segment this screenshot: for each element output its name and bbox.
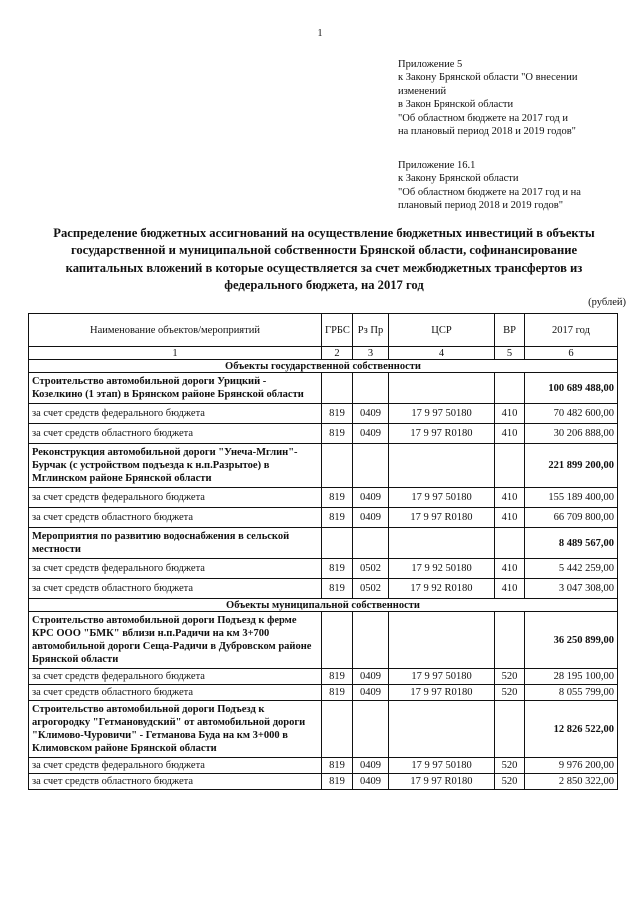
row-vr — [495, 444, 525, 488]
header-cell: ВР — [495, 314, 525, 347]
row-rzpr — [353, 701, 389, 758]
row-vr — [495, 528, 525, 559]
table-row — [29, 424, 618, 444]
appendix-5-line: к Закону Брянской области "О внесении — [398, 72, 578, 84]
table-row — [29, 612, 618, 669]
header-cell: 2017 год — [525, 314, 618, 347]
row-amount: 8 489 567,00 — [525, 528, 618, 559]
row-vr: 410 — [495, 579, 525, 599]
column-number-cell: 5 — [495, 347, 525, 360]
row-name: за счет средств федерального бюджета — [29, 404, 322, 424]
row-vr: 520 — [495, 758, 525, 774]
row-amount: 12 826 522,00 — [525, 701, 618, 758]
row-grbs: 819 — [322, 774, 353, 790]
row-grbs — [322, 612, 353, 669]
row-name: за счет средств федерального бюджета — [29, 758, 322, 774]
row-csr: 17 9 92 50180 — [389, 559, 495, 579]
row-amount: 100 689 488,00 — [525, 373, 618, 404]
row-amount: 28 195 100,00 — [525, 669, 618, 685]
row-csr — [389, 612, 495, 669]
table-row — [29, 508, 618, 528]
row-name: за счет средств федерального бюджета — [29, 488, 322, 508]
row-name: за счет средств федерального бюджета — [29, 559, 322, 579]
table-header-row — [29, 314, 618, 347]
row-csr: 17 9 97 50180 — [389, 758, 495, 774]
row-csr — [389, 701, 495, 758]
appendix-16-block — [398, 159, 634, 213]
header-cell: ГРБС — [322, 314, 353, 347]
row-vr: 410 — [495, 424, 525, 444]
header-cell: Наименование объектов/мероприятий — [29, 314, 322, 347]
row-grbs: 819 — [322, 424, 353, 444]
row-vr: 410 — [495, 559, 525, 579]
appendix-16-line: Приложение 16.1 — [398, 160, 476, 171]
row-grbs: 819 — [322, 579, 353, 599]
row-csr — [389, 444, 495, 488]
document-title: Распределение бюджетных ассигнований на осуществление бюджетных инвестиций в объекты государственной и муниципальной собственности Брянской области, софинансирование капитальных вложений в которые осуществляется за счет межбюджетных трансфертов из федерального бюджета, на 2017 год — [53, 226, 595, 293]
row-amount: 3 047 308,00 — [525, 579, 618, 599]
row-csr: 17 9 92 R0180 — [389, 579, 495, 599]
row-amount: 66 709 800,00 — [525, 508, 618, 528]
table-row — [29, 404, 618, 424]
row-rzpr: 0502 — [353, 579, 389, 599]
row-grbs — [322, 444, 353, 488]
row-rzpr: 0409 — [353, 508, 389, 528]
row-csr: 17 9 97 R0180 — [389, 508, 495, 528]
row-name: Реконструкция автомобильной дороги "Унеча-Мглин"-Бурчак (с устройством подъезда к н.п.Разрытое) в Мглинском районе Брянской области — [29, 444, 322, 488]
row-rzpr — [353, 612, 389, 669]
row-name: Строительство автомобильной дороги Подъезд к агрогородку "Гетмановудский" от автомобильной дороги "Климово-Чуровичи" - Гетманова Буда на км 3+000 в Климовском районе Брянской области — [29, 701, 322, 758]
row-rzpr: 0409 — [353, 488, 389, 508]
appendix-5-line: на плановый период 2018 и 2019 годов" — [398, 126, 576, 138]
units-label: (рублей) — [588, 297, 626, 308]
column-number-row — [29, 347, 618, 360]
header-cell: ЦСР — [389, 314, 495, 347]
table-row — [29, 579, 618, 599]
appendix-5-block — [398, 58, 634, 138]
row-amount: 70 482 600,00 — [525, 404, 618, 424]
table-row — [29, 444, 618, 488]
table-row — [29, 528, 618, 559]
table-row — [29, 758, 618, 774]
row-vr: 410 — [495, 488, 525, 508]
row-name: за счет средств областного бюджета — [29, 579, 322, 599]
appendix-16-line: плановый период 2018 и 2019 годов" — [398, 200, 564, 212]
row-vr: 410 — [495, 404, 525, 424]
appendix-5-line: Приложение 5 — [398, 59, 463, 70]
row-vr — [495, 373, 525, 404]
row-rzpr: 0409 — [353, 758, 389, 774]
section-row — [29, 599, 618, 612]
row-vr: 520 — [495, 669, 525, 685]
row-csr: 17 9 97 50180 — [389, 669, 495, 685]
row-amount: 155 189 400,00 — [525, 488, 618, 508]
row-name: за счет средств федерального бюджета — [29, 669, 322, 685]
row-vr: 520 — [495, 774, 525, 790]
row-name: за счет средств областного бюджета — [29, 685, 322, 701]
row-amount: 5 442 259,00 — [525, 559, 618, 579]
row-grbs — [322, 701, 353, 758]
table-row — [29, 685, 618, 701]
row-grbs: 819 — [322, 559, 353, 579]
row-rzpr: 0502 — [353, 559, 389, 579]
page-number: 1 — [317, 28, 323, 39]
appendix-16-line: "Об областном бюджете на 2017 год и на — [398, 186, 581, 198]
row-name: Мероприятия по развитию водоснабжения в сельской местности — [29, 528, 322, 559]
column-number-cell: 2 — [322, 347, 353, 360]
table-row — [29, 373, 618, 404]
row-name: Строительство автомобильной дороги Урицкий - Козелкино (1 этап) в Брянском районе Брянской области — [29, 373, 322, 404]
header-cell: Рз Пр — [353, 314, 389, 347]
section-title: Объекты государственной собственности — [29, 360, 618, 373]
appendix-16-line: к Закону Брянской области — [398, 173, 519, 185]
row-grbs: 819 — [322, 758, 353, 774]
row-vr: 520 — [495, 685, 525, 701]
row-grbs: 819 — [322, 404, 353, 424]
row-grbs — [322, 373, 353, 404]
row-amount: 36 250 899,00 — [525, 612, 618, 669]
row-amount: 8 055 799,00 — [525, 685, 618, 701]
column-number-cell: 6 — [525, 347, 618, 360]
table-row — [29, 669, 618, 685]
table-row — [29, 559, 618, 579]
row-rzpr — [353, 373, 389, 404]
row-amount: 9 976 200,00 — [525, 758, 618, 774]
budget-table — [28, 313, 618, 790]
row-name: Строительство автомобильной дороги Подъезд к ферме КРС ООО "БМК" вблизи н.п.Радичи на км 3+700 автомобильной дороги Сеща-Радичи в Дубровском районе Брянской области — [29, 612, 322, 669]
row-csr: 17 9 97 R0180 — [389, 774, 495, 790]
section-row — [29, 360, 618, 373]
row-name: за счет средств областного бюджета — [29, 424, 322, 444]
row-csr: 17 9 97 50180 — [389, 488, 495, 508]
row-grbs: 819 — [322, 669, 353, 685]
row-grbs: 819 — [322, 685, 353, 701]
row-amount: 30 206 888,00 — [525, 424, 618, 444]
table-row — [29, 701, 618, 758]
row-rzpr: 0409 — [353, 669, 389, 685]
appendix-5-line: изменений — [398, 85, 447, 97]
row-rzpr: 0409 — [353, 774, 389, 790]
row-amount: 2 850 322,00 — [525, 774, 618, 790]
row-rzpr: 0409 — [353, 404, 389, 424]
row-vr — [495, 701, 525, 758]
row-csr: 17 9 97 R0180 — [389, 685, 495, 701]
row-csr: 17 9 97 50180 — [389, 404, 495, 424]
appendix-5-line: в Закон Брянской области — [398, 99, 514, 111]
row-rzpr: 0409 — [353, 424, 389, 444]
table-row — [29, 488, 618, 508]
row-rzpr — [353, 528, 389, 559]
column-number-cell: 3 — [353, 347, 389, 360]
row-csr: 17 9 97 R0180 — [389, 424, 495, 444]
appendix-5-line: "Об областном бюджете на 2017 год и — [398, 112, 569, 124]
row-name: за счет средств областного бюджета — [29, 508, 322, 528]
row-csr — [389, 373, 495, 404]
row-amount: 221 899 200,00 — [525, 444, 618, 488]
table-row — [29, 774, 618, 790]
column-number-cell: 1 — [29, 347, 322, 360]
row-grbs: 819 — [322, 488, 353, 508]
row-vr: 410 — [495, 508, 525, 528]
section-title: Объекты муниципальной собственности — [29, 599, 618, 612]
row-vr — [495, 612, 525, 669]
row-rzpr — [353, 444, 389, 488]
row-name: за счет средств областного бюджета — [29, 774, 322, 790]
column-number-cell: 4 — [389, 347, 495, 360]
row-csr — [389, 528, 495, 559]
row-grbs — [322, 528, 353, 559]
row-grbs: 819 — [322, 508, 353, 528]
row-rzpr: 0409 — [353, 685, 389, 701]
